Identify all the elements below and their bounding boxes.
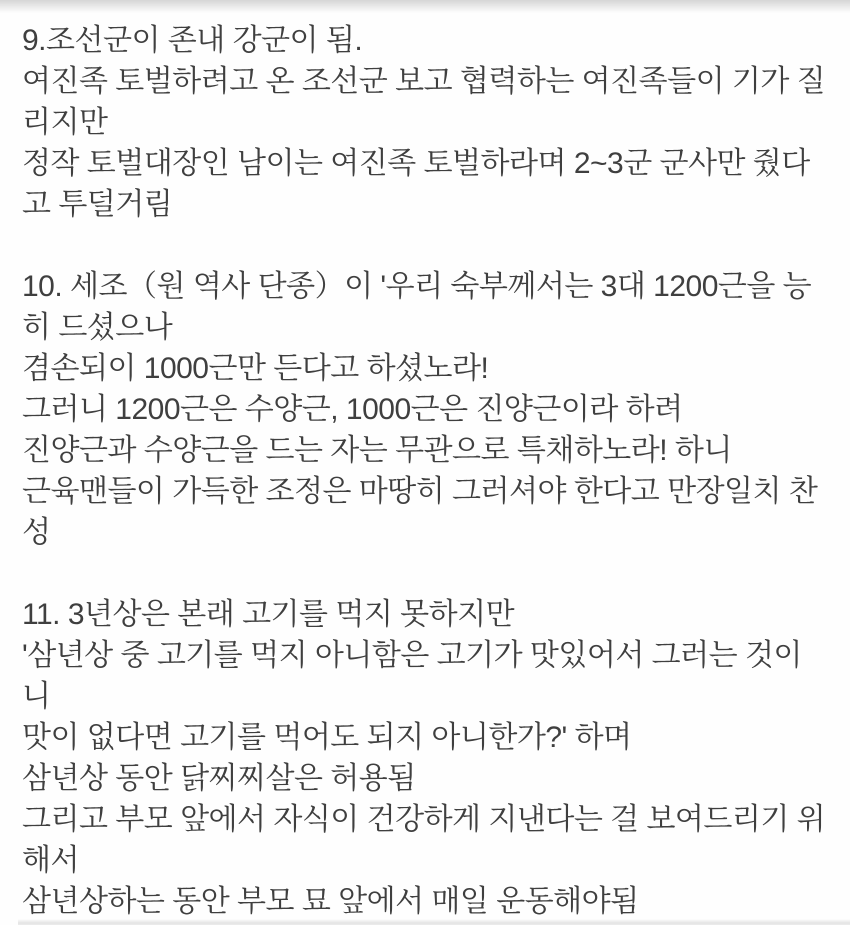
text-line: 겸손되이 1000근만 든다고 하셨노라! <box>22 352 489 385</box>
text-line: 맛이 없다면 고기를 먹어도 되지 아니한가?' 하며 <box>22 721 632 754</box>
text-line: '삼년상 중 고기를 먹지 아니함은 고기가 맛있어서 그러는 것이 <box>22 639 802 672</box>
text-line: 삼년상하는 동안 부모 묘 앞에서 매일 운동해야됨 <box>22 885 639 918</box>
text-line: 11. 3년상은 본래 고기를 먹지 못하지만 <box>22 598 515 631</box>
text-line: 근육맨들이 가득한 조정은 마땅히 그러셔야 한다고 만장일치 찬 <box>22 475 818 508</box>
text-line: 리지만 <box>22 106 108 139</box>
text-line: 여진족 토벌하려고 온 조선군 보고 협력하는 여진족들이 기가 질 <box>22 65 826 98</box>
paragraph-list <box>22 20 850 922</box>
text-line: 해서 <box>22 844 79 877</box>
text-line: 히 드셨으나 <box>22 311 173 344</box>
text-line: 니 <box>22 680 51 713</box>
text-line: 고 투덜거림 <box>22 188 173 221</box>
text-line: 그리고 부모 앞에서 자식이 건강하게 지낸다는 걸 보여드리기 위 <box>22 803 826 836</box>
text-line: 9.조선군이 존내 강군이 됨. <box>22 24 363 57</box>
text-line: 그러니 1200근은 수양근, 1000근은 진양근이라 하려 <box>22 393 683 426</box>
text-line: 삼년상 동안 닭찌찌살은 허용됨 <box>22 762 416 795</box>
text-line: 10. 세조（원 역사 단종）이 '우리 숙부께서는 3대 1200근을 능 <box>22 270 812 303</box>
text-line: 성 <box>22 516 51 549</box>
top-edge-shadow <box>0 0 850 13</box>
text-line: 정작 토벌대장인 남이는 여진족 토벌하라며 2~3군 군사만 줬다 <box>22 147 810 180</box>
list-item-9 <box>22 20 850 225</box>
list-item-10 <box>22 266 850 553</box>
text-line: 진양근과 수양근을 드는 자는 무관으로 특채하노라! 하니 <box>22 434 732 467</box>
list-item-11 <box>22 594 850 922</box>
